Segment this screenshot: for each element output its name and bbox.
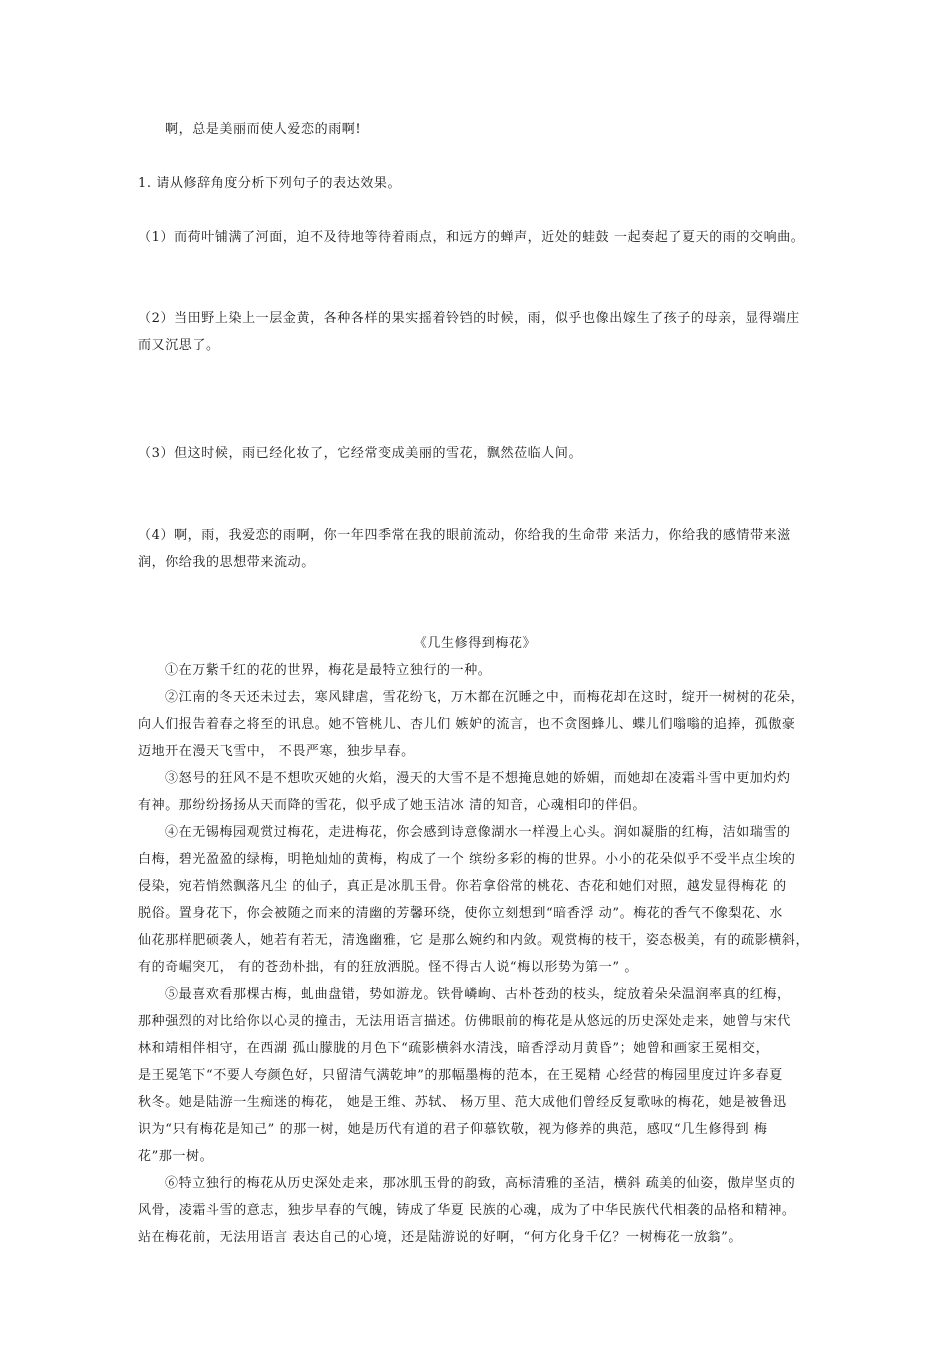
paragraph-5-line-5: 秋冬。她是陆游一生痴迷的梅花， 她是王维、苏轼、 杨万里、范大成他们曾经反复歌咏的梅花，她是被鲁迅 xyxy=(138,1095,787,1110)
paragraph-4-line-6: 有的奇崛突兀， 有的苍劲朴拙，有的狂放洒脱。怪不得古人说“梅以形势为第一” 。 xyxy=(138,960,638,975)
paragraph-4-line-5: 仙花那样肥硕袭人，她若有若无，清逸幽雅，它 是那么婉约和内敛。观赏梅的枝干，姿态极美，有的疏影横斜， xyxy=(138,933,810,948)
paragraph-5-line-6: 识为“只有梅花是知己” 的那一树，她是历代有道的君子仰慕钦敬，视为修养的典范，感叹“几生修得到 梅 xyxy=(138,1122,768,1137)
paragraph-4-line-4: 脱俗。置身花下，你会被随之而来的清幽的芳馨环绕，使你立刻想到“暗香浮 动”。梅花的香气不像梨花、水 xyxy=(138,906,783,921)
paragraph-6-line-1: ⑥特立独行的梅花从历史深处走来，那冰肌玉骨的韵致，高标清雅的圣洁，横斜 疏美的仙姿，傲岸坚贞的 xyxy=(165,1176,796,1191)
question-item-2-line-2: 而又沉思了。 xyxy=(138,338,220,353)
paragraph-2-line-1: ②江南的冬天还未过去，寒风肆虐，雪花纷飞，万木都在沉睡之中，而梅花却在这时，绽开一树树的花朵， xyxy=(165,690,805,705)
paragraph-4-line-2: 白梅，碧光盈盈的绿梅，明艳灿灿的黄梅，构成了一个 缤纷多彩的梅的世界。小小的花朵似乎不受半点尘埃的 xyxy=(138,852,796,867)
paragraph-3-line-1: ③怒号的狂风不是不想吹灭她的火焰，漫天的大雪不是不想掩息她的娇媚，而她却在凌霜斗雪中更加灼灼 xyxy=(165,771,791,786)
paragraph-4-line-3: 侵染，宛若悄然飘落凡尘 的仙子，真正是冰肌玉骨。你若拿俗常的桃花、杏花和她们对照，越发显得梅花 的 xyxy=(138,879,787,894)
question-item-4-line-2: 润，你给我的思想带来流动。 xyxy=(138,555,315,570)
question-item-3: （3）但这时候，雨已经化妆了，它经常变成美丽的雪花，飘然莅临人间。 xyxy=(138,446,583,461)
paragraph-2-line-3: 迈地开在漫天飞雪中， 不畏严寒，独步早春。 xyxy=(138,744,415,759)
paragraph-5-line-3: 林和靖相伴相守，在西湖 孤山朦胧的月色下“疏影横斜水清浅，暗香浮动月黄昏”；她曾和画家王冕相交， xyxy=(138,1041,770,1056)
paragraph-3-line-2: 有神。那纷纷扬扬从天而降的雪花，似乎成了她玉洁冰 清的知音，心魂相印的伴侣。 xyxy=(138,798,646,813)
paragraph-6-line-3: 站在梅花前，无法用语言 表达自己的心境，还是陆游说的好啊，“何方化身千亿？一树梅花一放翁”。 xyxy=(138,1230,743,1245)
paragraph-5-line-1: ⑤最喜欢看那棵古梅，虬曲盘错，势如游龙。铁骨嶙峋、古朴苍劲的枝头，绽放着朵朵温润率真的红梅， xyxy=(165,987,791,1002)
paragraph-4-line-1: ④在无锡梅园观赏过梅花，走进梅花，你会感到诗意像湖水一样漫上心头。润如凝脂的红梅，洁如瑞雪的 xyxy=(165,825,791,840)
paragraph-2-line-2: 向人们报告着春之将至的讯息。她不管桃儿、杏儿们 嫉妒的流言，也不贪图蜂儿、蝶儿们嗡嗡的追捧，孤傲豪 xyxy=(138,717,796,732)
paragraph-6-line-2: 风骨，凌霜斗雪的意志，独步早春的气魄，铸成了华夏 民族的心魂，成为了中华民族代代相袭的品格和精神。 xyxy=(138,1203,796,1218)
question-item-2-line-1: （2）当田野上染上一层金黄，各种各样的果实摇着铃铛的时候，雨，似乎也像出嫁生了孩子的母亲，显得端庄 xyxy=(138,311,800,326)
question-item-4-line-1: （4）啊，雨，我爱恋的雨啊，你一年四季常在我的眼前流动，你给我的生命带 来活力，你给我的感情带来滋 xyxy=(138,528,791,543)
paragraph-5-line-7: 花”那一树。 xyxy=(138,1149,214,1164)
paragraph-5-line-4: 是王冕笔下“不要人夸颜色好，只留清气满乾坤”的那幅墨梅的范本，在王冕精 心经营的梅园里度过许多春夏 xyxy=(138,1068,783,1083)
question-prompt: 1. 请从修辞角度分析下列句子的表达效果。 xyxy=(138,176,402,191)
question-item-1: （1）而荷叶铺满了河面，迫不及待地等待着雨点，和远方的蝉声，近处的蛙鼓 一起奏起了夏天的雨的交响曲。 xyxy=(138,230,805,245)
paragraph-5-line-2: 那种强烈的对比给你以心灵的撞击，无法用语言描述。仿佛眼前的梅花是从悠远的历史深处走来，她曾与宋代 xyxy=(138,1014,791,1029)
intro-closing-line: 啊，总是美丽而使人爱恋的雨啊! xyxy=(165,122,362,137)
paragraph-1-line-1: ①在万紫千红的花的世界，梅花是最特立独行的一种。 xyxy=(165,663,492,678)
article-title: 《几生修得到梅花》 xyxy=(413,636,537,651)
